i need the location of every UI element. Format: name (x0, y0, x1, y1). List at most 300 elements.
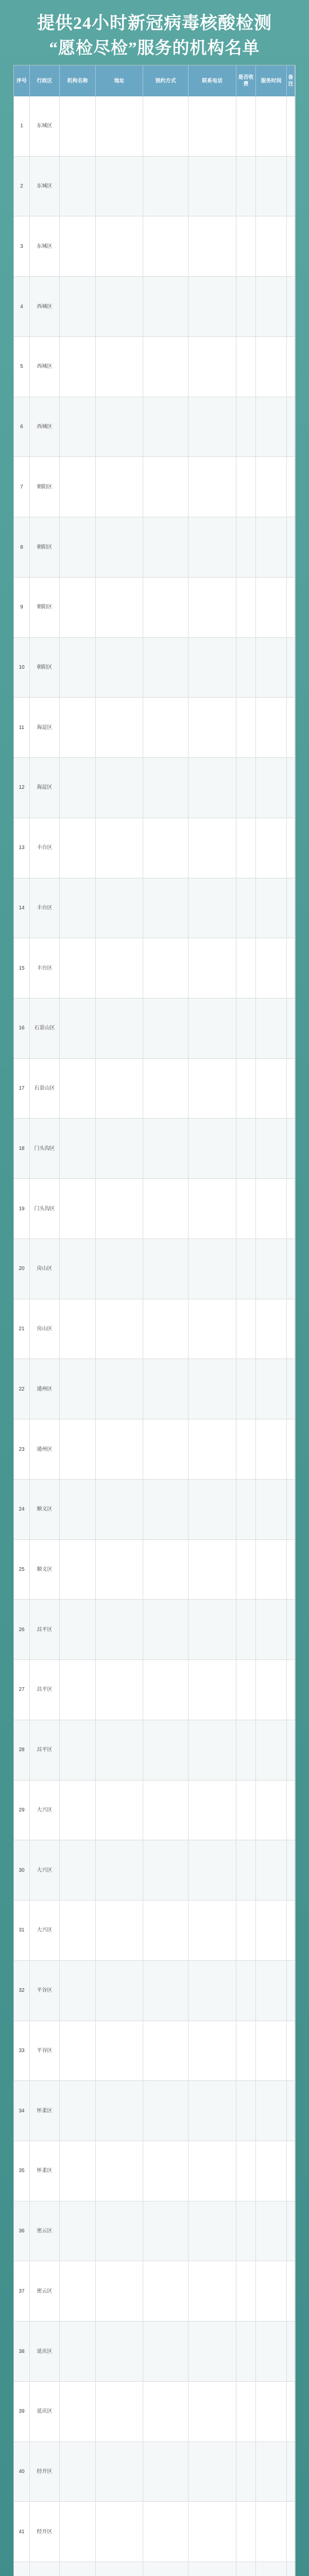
cell-district: 西城区 (30, 397, 60, 457)
cell-fee (236, 2021, 256, 2081)
table-row (14, 1359, 295, 1419)
cell-district: 密云区 (30, 2261, 60, 2321)
cell-note (287, 1059, 295, 1118)
table-row (14, 517, 295, 578)
cell-address (96, 1901, 143, 1960)
cell-note (287, 878, 295, 938)
cell-note (287, 2502, 295, 2562)
cell-address (96, 2382, 143, 2442)
cell-district: 顺义区 (30, 1480, 60, 1539)
cell-phone (188, 2201, 236, 2261)
cell-fee (236, 1901, 256, 1960)
cell-district: 海淀区 (30, 698, 60, 757)
cell-no: 21 (14, 1299, 30, 1359)
cell-no: 29 (14, 1781, 30, 1840)
cell-note (287, 1419, 295, 1479)
cell-booking (143, 216, 188, 276)
cell-booking (143, 96, 188, 156)
table-row (14, 2021, 295, 2081)
cell-hours (256, 1660, 287, 1720)
cell-booking (143, 2562, 188, 2576)
cell-note (287, 2562, 295, 2576)
cell-booking (143, 758, 188, 818)
cell-note (287, 938, 295, 998)
cell-name (60, 1059, 96, 1118)
title-block (0, 0, 309, 65)
cell-name (60, 277, 96, 336)
cell-address (96, 517, 143, 577)
cell-phone (188, 2021, 236, 2081)
table-row (14, 277, 295, 337)
cell-name (60, 2021, 96, 2081)
cell-district: 丰台区 (30, 938, 60, 998)
cell-no: 23 (14, 1419, 30, 1479)
cell-district: 海淀区 (30, 758, 60, 818)
cell-fee (236, 1781, 256, 1840)
cell-phone (188, 998, 236, 1058)
cell-booking (143, 2261, 188, 2321)
cell-booking (143, 1540, 188, 1600)
cell-phone (188, 216, 236, 276)
cell-district: 顺义区 (30, 1540, 60, 1600)
cell-no: 41 (14, 2502, 30, 2562)
cell-address (96, 1600, 143, 1659)
header-fee: 是否收费 (236, 65, 256, 96)
cell-no: 6 (14, 397, 30, 457)
cell-name (60, 1720, 96, 1780)
table-row (14, 878, 295, 939)
cell-district: 丰台区 (30, 878, 60, 938)
cell-note (287, 758, 295, 818)
cell-hours (256, 818, 287, 878)
cell-note (287, 457, 295, 517)
cell-district: 平谷区 (30, 2021, 60, 2081)
cell-fee (236, 517, 256, 577)
table-row (14, 638, 295, 698)
cell-note (287, 998, 295, 1058)
cell-address (96, 1059, 143, 1118)
cell-fee (236, 337, 256, 397)
cell-phone (188, 1299, 236, 1359)
cell-note (287, 2081, 295, 2141)
cell-address (96, 2562, 143, 2576)
cell-hours (256, 998, 287, 1058)
header-district: 行政区 (30, 65, 60, 96)
cell-name (60, 1840, 96, 1900)
cell-district: 石景山区 (30, 1059, 60, 1118)
cell-note (287, 1540, 295, 1600)
cell-note (287, 1660, 295, 1720)
header-no: 序号 (14, 65, 30, 96)
cell-booking (143, 337, 188, 397)
cell-note (287, 397, 295, 457)
cell-no: 18 (14, 1118, 30, 1178)
cell-phone (188, 758, 236, 818)
cell-phone (188, 1480, 236, 1539)
cell-hours (256, 1840, 287, 1900)
cell-hours (256, 698, 287, 757)
cell-booking (143, 2442, 188, 2502)
cell-fee (236, 818, 256, 878)
cell-name (60, 878, 96, 938)
cell-note (287, 1480, 295, 1539)
header-hours: 服务时间 (256, 65, 287, 96)
cell-hours (256, 2382, 287, 2442)
cell-fee (236, 1540, 256, 1600)
table-row (14, 2141, 295, 2201)
cell-name (60, 938, 96, 998)
cell-note (287, 1781, 295, 1840)
cell-address (96, 1359, 143, 1419)
cell-no: 37 (14, 2261, 30, 2321)
cell-note (287, 1179, 295, 1239)
cell-district: 房山区 (30, 1299, 60, 1359)
cell-booking (143, 277, 188, 336)
cell-booking (143, 578, 188, 637)
cell-note (287, 277, 295, 336)
cell-booking (143, 1961, 188, 2021)
cell-name (60, 698, 96, 757)
cell-district: 经开区 (30, 2502, 60, 2562)
cell-district: 朝阳区 (30, 517, 60, 577)
cell-address (96, 758, 143, 818)
cell-note (287, 2201, 295, 2261)
cell-address (96, 998, 143, 1058)
table-row (14, 1901, 295, 1961)
cell-address (96, 1660, 143, 1720)
cell-fee (236, 1118, 256, 1178)
cell-district: 大兴区 (30, 1901, 60, 1960)
cell-district: 石景山区 (30, 998, 60, 1058)
cell-hours (256, 1419, 287, 1479)
cell-no: 7 (14, 457, 30, 517)
cell-address (96, 2321, 143, 2381)
cell-district (30, 2562, 60, 2576)
cell-no: 39 (14, 2382, 30, 2442)
cell-booking (143, 397, 188, 457)
cell-district: 房山区 (30, 1239, 60, 1299)
cell-no: 26 (14, 1600, 30, 1659)
cell-name (60, 998, 96, 1058)
cell-no: 1 (14, 96, 30, 156)
cell-no: 4 (14, 277, 30, 336)
cell-note (287, 1600, 295, 1659)
table-row (14, 157, 295, 217)
cell-booking (143, 2382, 188, 2442)
cell-fee (236, 758, 256, 818)
cell-district: 密云区 (30, 2201, 60, 2261)
cell-name (60, 1480, 96, 1539)
cell-booking (143, 1059, 188, 1118)
cell-name (60, 157, 96, 216)
cell-address (96, 1179, 143, 1239)
cell-no: 15 (14, 938, 30, 998)
cell-no: 27 (14, 1660, 30, 1720)
cell-no: 32 (14, 1961, 30, 2021)
cell-name (60, 2562, 96, 2576)
testing-sites-table (13, 65, 296, 2576)
cell-note (287, 1901, 295, 1960)
cell-fee (236, 2442, 256, 2502)
cell-phone (188, 1179, 236, 1239)
cell-hours (256, 578, 287, 637)
cell-phone (188, 157, 236, 216)
cell-district: 昌平区 (30, 1600, 60, 1659)
table-row (14, 578, 295, 638)
table-row (14, 998, 295, 1059)
cell-no: 34 (14, 2081, 30, 2141)
cell-name (60, 2382, 96, 2442)
table-row (14, 2201, 295, 2262)
cell-district: 门头沟区 (30, 1118, 60, 1178)
cell-name (60, 1179, 96, 1239)
cell-no: 36 (14, 2201, 30, 2261)
cell-fee (236, 277, 256, 336)
cell-hours (256, 2562, 287, 2576)
cell-no: 30 (14, 1840, 30, 1900)
cell-hours (256, 1118, 287, 1178)
cell-phone (188, 457, 236, 517)
cell-name (60, 397, 96, 457)
cell-booking (143, 1660, 188, 1720)
cell-booking (143, 1840, 188, 1900)
title-line-1: 提供24小时新冠病毒核酸检测 (37, 14, 272, 33)
cell-no: 13 (14, 818, 30, 878)
cell-hours (256, 1540, 287, 1600)
cell-fee (236, 2502, 256, 2562)
cell-note (287, 1840, 295, 1900)
cell-name (60, 2442, 96, 2502)
cell-district: 朝阳区 (30, 578, 60, 637)
cell-phone (188, 2442, 236, 2502)
cell-district: 东城区 (30, 216, 60, 276)
cell-hours (256, 457, 287, 517)
cell-district: 东城区 (30, 96, 60, 156)
cell-no: 5 (14, 337, 30, 397)
cell-hours (256, 157, 287, 216)
cell-address (96, 938, 143, 998)
cell-no: 35 (14, 2141, 30, 2201)
cell-hours (256, 2141, 287, 2201)
cell-no: 12 (14, 758, 30, 818)
cell-address (96, 157, 143, 216)
cell-name (60, 1961, 96, 2021)
cell-name (60, 578, 96, 637)
cell-address (96, 2081, 143, 2141)
table-row (14, 758, 295, 818)
cell-fee (236, 216, 256, 276)
cell-district: 朝阳区 (30, 638, 60, 698)
cell-note (287, 2321, 295, 2381)
table-row (14, 1179, 295, 1239)
cell-phone (188, 1961, 236, 2021)
cell-phone (188, 2562, 236, 2576)
cell-booking (143, 1781, 188, 1840)
table-row (14, 1480, 295, 1540)
cell-address (96, 878, 143, 938)
cell-fee (236, 1179, 256, 1239)
cell-district: 延庆区 (30, 2321, 60, 2381)
cell-note (287, 2382, 295, 2442)
cell-name (60, 1901, 96, 1960)
cell-note (287, 818, 295, 878)
table-row (14, 1419, 295, 1480)
cell-no: 9 (14, 578, 30, 637)
cell-booking (143, 1239, 188, 1299)
cell-hours (256, 1961, 287, 2021)
cell-fee (236, 157, 256, 216)
cell-name (60, 337, 96, 397)
cell-booking (143, 517, 188, 577)
cell-phone (188, 2382, 236, 2442)
table-row (14, 2442, 295, 2502)
cell-address (96, 1480, 143, 1539)
cell-name (60, 457, 96, 517)
cell-address (96, 1720, 143, 1780)
cell-district: 丰台区 (30, 818, 60, 878)
cell-phone (188, 1359, 236, 1419)
cell-hours (256, 638, 287, 698)
table-row (14, 1660, 295, 1720)
cell-address (96, 397, 143, 457)
cell-no: 16 (14, 998, 30, 1058)
cell-district: 延庆区 (30, 2382, 60, 2442)
cell-no: 3 (14, 216, 30, 276)
cell-note (287, 216, 295, 276)
cell-district: 怀柔区 (30, 2081, 60, 2141)
cell-booking (143, 457, 188, 517)
cell-address (96, 698, 143, 757)
cell-booking (143, 1179, 188, 1239)
cell-fee (236, 698, 256, 757)
cell-district: 通州区 (30, 1359, 60, 1419)
table-row (14, 2081, 295, 2141)
cell-address (96, 1961, 143, 2021)
cell-booking (143, 2201, 188, 2261)
cell-fee (236, 1961, 256, 2021)
cell-phone (188, 2081, 236, 2141)
cell-address (96, 1299, 143, 1359)
cell-hours (256, 1720, 287, 1780)
table-row (14, 1600, 295, 1660)
cell-address (96, 1419, 143, 1479)
cell-phone (188, 2141, 236, 2201)
cell-note (287, 1359, 295, 1419)
cell-address (96, 638, 143, 698)
cell-note (287, 1961, 295, 2021)
cell-district: 平谷区 (30, 1961, 60, 2021)
cell-district: 经开区 (30, 2442, 60, 2502)
cell-address (96, 2502, 143, 2562)
cell-booking (143, 2141, 188, 2201)
cell-hours (256, 758, 287, 818)
cell-hours (256, 2321, 287, 2381)
cell-no (14, 2562, 30, 2576)
cell-fee (236, 1720, 256, 1780)
table-row (14, 1540, 295, 1600)
cell-address (96, 578, 143, 637)
cell-hours (256, 216, 287, 276)
cell-no: 17 (14, 1059, 30, 1118)
cell-booking (143, 818, 188, 878)
cell-hours (256, 96, 287, 156)
cell-address (96, 457, 143, 517)
cell-phone (188, 96, 236, 156)
cell-note (287, 337, 295, 397)
table-row (14, 698, 295, 758)
cell-phone (188, 638, 236, 698)
cell-name (60, 758, 96, 818)
cell-note (287, 2261, 295, 2321)
cell-no: 25 (14, 1540, 30, 1600)
cell-district: 朝阳区 (30, 457, 60, 517)
cell-note (287, 1239, 295, 1299)
table-row (14, 818, 295, 878)
table-row (14, 2502, 295, 2562)
cell-note (287, 517, 295, 577)
cell-address (96, 337, 143, 397)
cell-fee (236, 2321, 256, 2381)
cell-phone (188, 578, 236, 637)
cell-address (96, 277, 143, 336)
cell-district: 昌平区 (30, 1660, 60, 1720)
cell-address (96, 1840, 143, 1900)
cell-hours (256, 1299, 287, 1359)
cell-booking (143, 1419, 188, 1479)
cell-fee (236, 578, 256, 637)
table-row (14, 1299, 295, 1360)
cell-address (96, 818, 143, 878)
cell-phone (188, 277, 236, 336)
cell-phone (188, 2321, 236, 2381)
cell-phone (188, 1600, 236, 1659)
cell-name (60, 1359, 96, 1419)
cell-address (96, 1239, 143, 1299)
cell-fee (236, 1059, 256, 1118)
cell-name (60, 1239, 96, 1299)
cell-phone (188, 1540, 236, 1600)
cell-booking (143, 1480, 188, 1539)
cell-fee (236, 2261, 256, 2321)
table-row (14, 337, 295, 397)
cell-fee (236, 2562, 256, 2576)
cell-name (60, 1118, 96, 1178)
cell-phone (188, 1239, 236, 1299)
cell-address (96, 2442, 143, 2502)
cell-hours (256, 878, 287, 938)
cell-name (60, 517, 96, 577)
cell-fee (236, 1299, 256, 1359)
cell-no: 11 (14, 698, 30, 757)
cell-fee (236, 1419, 256, 1479)
cell-address (96, 216, 143, 276)
cell-hours (256, 1600, 287, 1659)
cell-booking (143, 1600, 188, 1659)
cell-phone (188, 1059, 236, 1118)
cell-name (60, 818, 96, 878)
cell-name (60, 638, 96, 698)
cell-note (287, 638, 295, 698)
cell-fee (236, 2201, 256, 2261)
cell-no: 14 (14, 878, 30, 938)
cell-no: 38 (14, 2321, 30, 2381)
cell-booking (143, 878, 188, 938)
cell-hours (256, 2201, 287, 2261)
cell-no: 22 (14, 1359, 30, 1419)
cell-hours (256, 1179, 287, 1239)
header-name: 机构名称 (60, 65, 96, 96)
cell-address (96, 1781, 143, 1840)
